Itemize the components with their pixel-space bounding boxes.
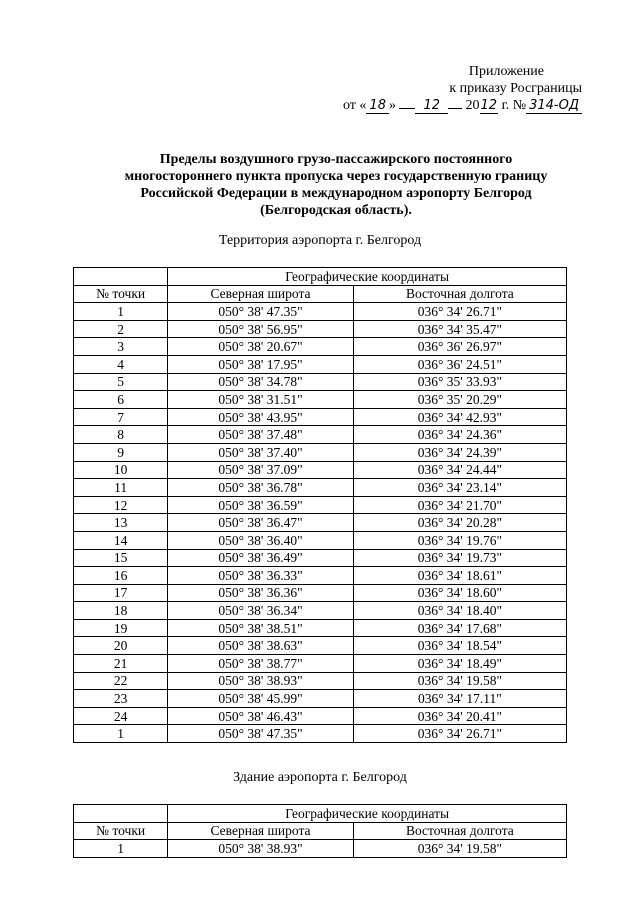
appendix-block [342,63,582,114]
date-underline-left [399,108,415,109]
header-spacer [74,268,168,286]
appendix-order-ref: к приказу Росграницы [449,81,582,96]
longitude-cell: 036° 34' 19.58" [353,840,566,858]
longitude-cell: 036° 34' 17.11" [353,690,566,708]
table-row [74,461,567,479]
latitude-cell: 050° 38' 38.93" [168,672,353,690]
longitude-cell: 036° 34' 24.36" [353,426,566,444]
point-number-cell: 4 [74,355,168,373]
header-group-geo-coordinates: Географические координаты [168,805,567,823]
title-line: Пределы воздушного грузо-пассажирского постоянного [159,152,513,167]
point-number-cell: 1 [74,725,168,743]
latitude-cell: 050° 38' 45.99" [168,690,353,708]
point-number-cell: 2 [74,320,168,338]
point-number-cell: 20 [74,637,168,655]
latitude-cell: 050° 38' 36.36" [168,584,353,602]
date-prefix: от « [342,98,367,113]
point-number-cell: 22 [74,672,168,690]
longitude-cell: 036° 34' 18.54" [353,637,566,655]
latitude-cell: 050° 38' 36.59" [168,496,353,514]
point-number-cell: 3 [74,338,168,356]
longitude-cell: 036° 34' 20.41" [353,707,566,725]
table-row [74,567,567,585]
date-year-prefix: 20 [465,98,480,113]
date-day: 18 [366,99,389,114]
table-row [74,391,567,409]
latitude-cell: 050° 38' 36.47" [168,514,353,532]
longitude-cell: 036° 34' 26.71" [353,303,566,321]
point-number-cell: 13 [74,514,168,532]
longitude-cell: 036° 34' 42.93" [353,408,566,426]
point-number-cell: 10 [74,461,168,479]
longitude-cell: 036° 35' 33.93" [353,373,566,391]
point-number-cell: 1 [74,303,168,321]
latitude-cell: 050° 38' 37.40" [168,443,353,461]
longitude-cell: 036° 34' 24.39" [353,443,566,461]
latitude-cell: 050° 38' 38.93" [168,840,353,858]
table-row [74,320,567,338]
table-row [74,479,567,497]
header-point-number: № точки [74,285,168,303]
point-number-cell: 6 [74,391,168,409]
table-row [74,373,567,391]
point-number-cell: 1 [74,840,168,858]
longitude-cell: 036° 34' 18.61" [353,567,566,585]
point-number-cell: 5 [74,373,168,391]
table-body [74,303,567,743]
longitude-cell: 036° 34' 19.73" [353,549,566,567]
latitude-cell: 050° 38' 46.43" [168,707,353,725]
header-east-longitude: Восточная долгота [353,285,566,303]
longitude-cell: 036° 36' 24.51" [353,355,566,373]
table-row [74,725,567,743]
header-north-latitude: Северная широта [168,285,353,303]
latitude-cell: 050° 38' 20.67" [168,338,353,356]
point-number-cell: 11 [74,479,168,497]
title-line: (Белгородская область). [260,203,412,218]
latitude-cell: 050° 38' 38.63" [168,637,353,655]
date-year-suffix: 12 [480,98,498,113]
table-row [74,840,567,858]
latitude-cell: 050° 38' 37.48" [168,426,353,444]
table-row [74,496,567,514]
date-quote-close: » [388,98,396,113]
longitude-cell: 036° 34' 21.70" [353,496,566,514]
header-group-geo-coordinates: Географические координаты [168,268,567,286]
title-line: многостороннего пункта пропуска через государственную границу [124,169,548,184]
document-title [96,151,576,219]
point-number-cell: 14 [74,531,168,549]
table-row [74,637,567,655]
point-number-cell: 16 [74,567,168,585]
longitude-cell: 036° 34' 23.14" [353,479,566,497]
longitude-cell: 036° 34' 17.68" [353,619,566,637]
point-number-cell: 17 [74,584,168,602]
longitude-cell: 036° 36' 26.97" [353,338,566,356]
header-spacer [74,805,168,823]
point-number-cell: 24 [74,707,168,725]
longitude-cell: 036° 34' 20.28" [353,514,566,532]
section-heading-territory: Территория аэропорта г. Белгород [218,233,422,248]
longitude-cell: 036° 34' 26.71" [353,725,566,743]
latitude-cell: 050° 38' 36.40" [168,531,353,549]
table-row [74,584,567,602]
longitude-cell: 036° 34' 19.58" [353,672,566,690]
table-row [74,426,567,444]
point-number-cell: 19 [74,619,168,637]
latitude-cell: 050° 38' 17.95" [168,355,353,373]
date-month: 12 [415,99,448,114]
point-number-cell: 8 [74,426,168,444]
table-row [74,355,567,373]
section-heading-building: Здание аэропорта г. Белгород [233,770,407,785]
latitude-cell: 050° 38' 38.77" [168,655,353,673]
table-row [74,514,567,532]
coordinates-table-territory [73,267,567,743]
table-body [74,840,567,858]
table-row [74,690,567,708]
appendix-date-number [342,97,582,114]
table-row [74,531,567,549]
point-number-cell: 18 [74,602,168,620]
longitude-cell: 036° 34' 18.60" [353,584,566,602]
longitude-cell: 036° 34' 19.76" [353,531,566,549]
latitude-cell: 050° 38' 31.51" [168,391,353,409]
header-point-number: № точки [74,822,168,840]
longitude-cell: 036° 34' 18.49" [353,655,566,673]
longitude-cell: 036° 34' 18.40" [353,602,566,620]
table-row [74,338,567,356]
point-number-cell: 7 [74,408,168,426]
longitude-cell: 036° 34' 24.44" [353,461,566,479]
coordinates-table-building [73,804,567,858]
latitude-cell: 050° 38' 56.95" [168,320,353,338]
latitude-cell: 050° 38' 38.51" [168,619,353,637]
number-prefix: г. № [501,98,527,113]
table-row [74,655,567,673]
table-row [74,602,567,620]
table-row [74,619,567,637]
longitude-cell: 036° 35' 20.29" [353,391,566,409]
longitude-cell: 036° 34' 35.47" [353,320,566,338]
table-row [74,303,567,321]
header-east-longitude: Восточная долгота [353,822,566,840]
order-number: 314-ОД [526,99,582,114]
table-row [74,408,567,426]
point-number-cell: 9 [74,443,168,461]
point-number-cell: 21 [74,655,168,673]
latitude-cell: 050° 38' 47.35" [168,725,353,743]
latitude-cell: 050° 38' 36.49" [168,549,353,567]
point-number-cell: 23 [74,690,168,708]
latitude-cell: 050° 38' 36.34" [168,602,353,620]
table-row [74,707,567,725]
title-line: Российской Федерации в международном аэропорту Белгород [140,186,532,201]
latitude-cell: 050° 38' 37.09" [168,461,353,479]
latitude-cell: 050° 38' 43.95" [168,408,353,426]
table-row [74,549,567,567]
latitude-cell: 050° 38' 36.78" [168,479,353,497]
table-row [74,443,567,461]
latitude-cell: 050° 38' 34.78" [168,373,353,391]
appendix-label: Приложение [468,64,544,79]
date-underline-right [448,108,462,109]
latitude-cell: 050° 38' 47.35" [168,303,353,321]
point-number-cell: 12 [74,496,168,514]
latitude-cell: 050° 38' 36.33" [168,567,353,585]
header-north-latitude: Северная широта [168,822,353,840]
table-row [74,672,567,690]
point-number-cell: 15 [74,549,168,567]
